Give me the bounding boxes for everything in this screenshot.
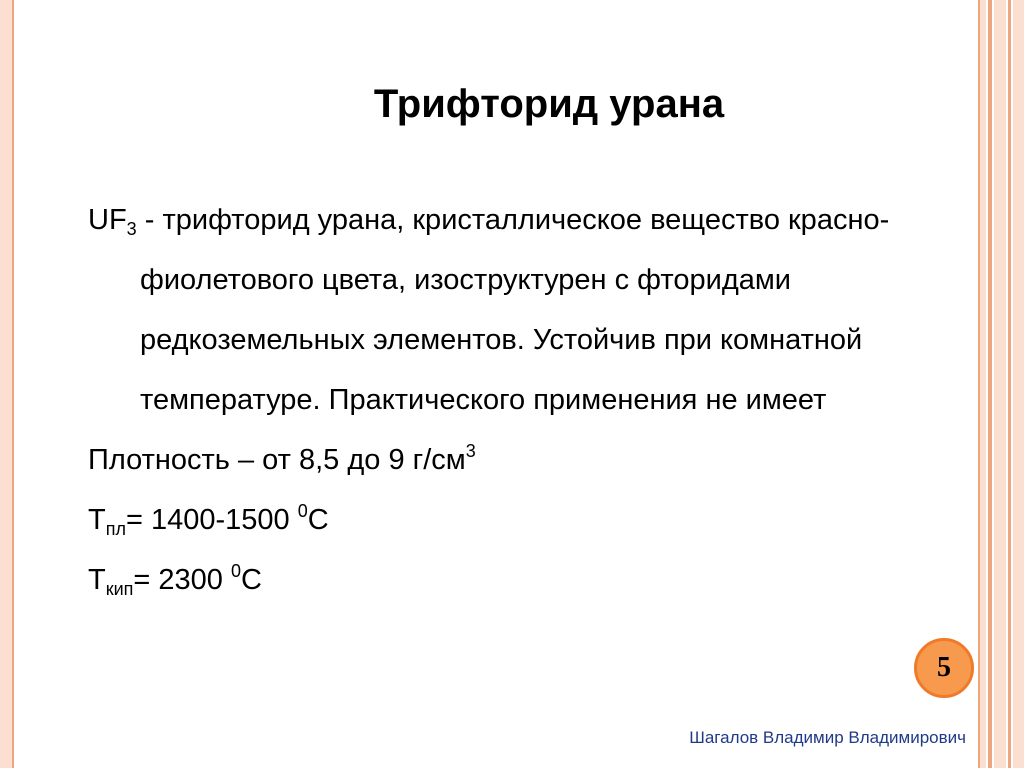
author-footer: Шагалов Владимир Владимирович xyxy=(689,728,966,747)
melting-unit: C xyxy=(307,504,329,536)
melting-value: = 1400-1500 xyxy=(125,504,298,536)
boiling-value: = 2300 xyxy=(133,564,231,596)
page-number-badge: 5 xyxy=(914,638,974,698)
formula-subscript: 3 xyxy=(126,219,137,239)
density-line xyxy=(88,430,968,490)
boiling-point-line xyxy=(88,550,968,610)
formula-base: UF xyxy=(88,204,127,236)
boiling-symbol: T xyxy=(88,564,106,596)
left-frame-border xyxy=(0,0,14,768)
slide-title: Трифторид урана xyxy=(373,82,725,126)
melting-symbol: T xyxy=(88,504,106,536)
boiling-unit: C xyxy=(241,564,262,596)
description-text: - трифторид урана, кристаллическое вещество красно-фиолетового цвета, изоструктурен с фторидами редкоземельных элементов. Устойчив при комнатной температуре. Практического применения не имеет xyxy=(136,204,890,416)
melting-subscript: пл xyxy=(105,519,126,539)
melting-point-line xyxy=(88,490,968,550)
boiling-degree: 0 xyxy=(230,561,241,581)
boiling-subscript: кип xyxy=(105,579,134,599)
slide xyxy=(14,0,978,768)
density-superscript: 3 xyxy=(465,441,476,461)
slide-body xyxy=(88,190,968,610)
description-paragraph xyxy=(88,190,968,430)
density-text: Плотность – от 8,5 до 9 г/см xyxy=(88,444,466,476)
melting-degree: 0 xyxy=(297,501,308,521)
